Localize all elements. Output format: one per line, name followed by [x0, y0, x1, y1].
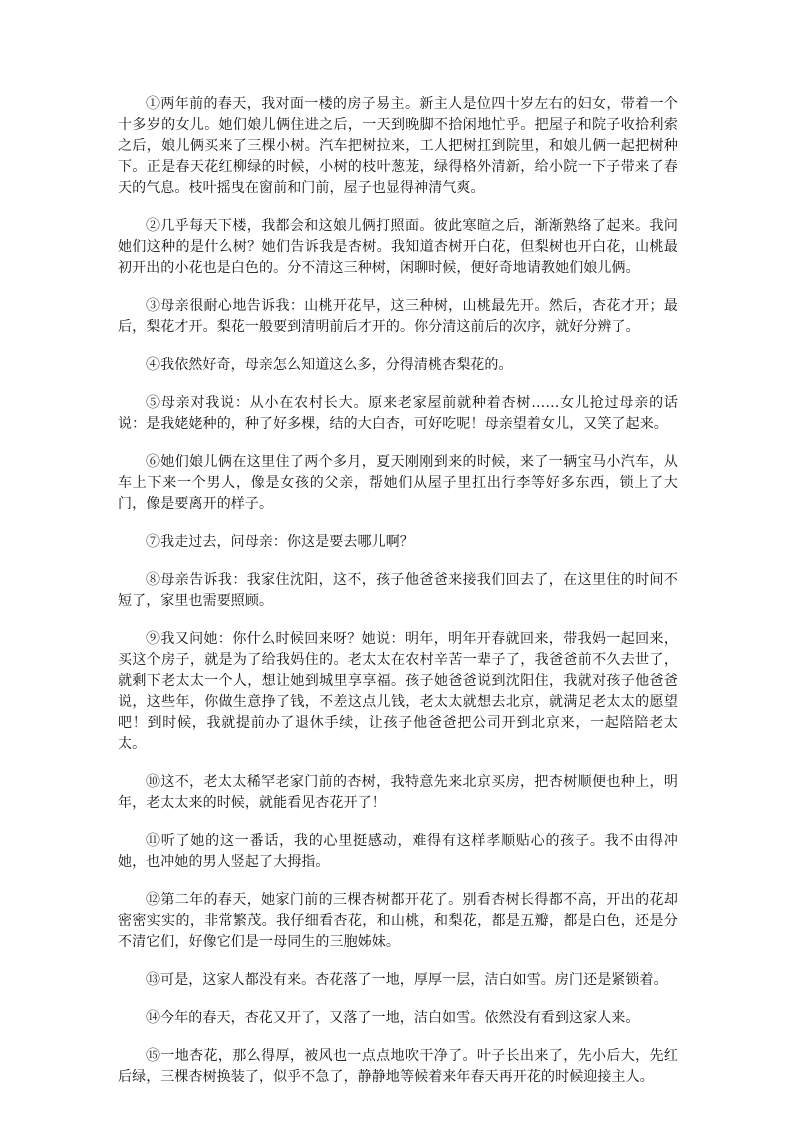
paragraph-3: ③母亲很耐心地告诉我：山桃开花早，这三种树，山桃最先开。然后，杏花才开；最后，梨花才开。梨花一般要到清明前后才开的。你分清这前后的次序，就好分辨了。 [118, 298, 678, 335]
paragraph-15: ⑮一地杏花，那么得厚，被风也一点点地吹干净了。叶子长出来了，先小后大，先红后绿，三棵杏树换装了，似乎不急了，静静地等候着来年春天再开花的时候迎接主人。 [118, 1048, 678, 1085]
paragraph-2: ②几乎每天下楼，我都会和这娘儿俩打照面。彼此寒暄之后，渐渐熟络了起来。我问她们这种的是什么树？她们告诉我是杏树。我知道杏树开白花，但梨树也开白花，山桃最初开出的小花也是白色的。分不清这三种树，闲聊时候，便好奇地请教她们娘儿俩。 [118, 218, 678, 276]
paragraph-10: ⑩这不，老太太稀罕老家门前的杏树，我特意先来北京买房，把杏树顺便也种上，明年，老太太来的时候，就能看见杏花开了！ [118, 774, 678, 811]
paragraph-7: ⑦我走过去，问母亲：你这是要去哪儿啊？ [146, 534, 414, 550]
paragraph-11: ⑪听了她的这一番话，我的心里挺感动，难得有这样孝顺贴心的孩子。我不由得冲她，也冲她的男人竖起了大拇指。 [118, 833, 678, 870]
paragraph-5: ⑤母亲对我说：从小在农村长大。原来老家屋前就种着杏树……女儿抢过母亲的话说：是我姥姥种的，种了好多棵，结的大白杏，可好吃呢！母亲望着女儿，又笑了起来。 [118, 395, 678, 432]
paragraph-13: ⑬可是，这家人都没有来。杏花落了一地，厚厚一层，洁白如雪。房门还是紧锁着。 [146, 972, 668, 988]
paragraph-1: ①两年前的春天，我对面一楼的房子易主。新主人是位四十岁左右的妇女，带着一个十多岁的女儿。她们娘儿俩住进之后，一天到晚脚不拾闲地忙乎。把屋子和院子收拾利索之后，娘儿俩买来了三棵小树。汽车把树拉来，工人把树扛到院里，和娘儿俩一起把树种下。正是春天花红柳绿的时候，小树的枝叶葱茏，绿得格外清新，给小院一下子带来了春天的气息。枝叶摇曳在窗前和门前，屋子也显得神清气爽。 [118, 96, 678, 196]
article-body [118, 94, 678, 1105]
paragraph-4: ④我依然好奇，母亲怎么知道这么多，分得清桃杏梨花的。 [146, 357, 513, 373]
paragraph-9: ⑨我又问她：你什么时候回来呀？她说：明年，明年开春就回来，带我妈一起回来，买这个房子，就是为了给我妈住的。老太太在农村辛苦一辈子了，我爸爸前不久去世了，就剩下老太太一个人，想让她到城里享享福。孩子她爸爸说到沈阳住，我就对孩子他爸爸说，这些年，你做生意挣了钱，不差这点儿钱，老太太就想去北京，就满足老太太的愿望吧！到时候，我就提前办了退休手续，让孩子他爸爸把公司开到北京来，一起陪陪老太太。 [118, 631, 678, 752]
paragraph-8: ⑧母亲告诉我：我家住沈阳，这不，孩子他爸爸来接我们回去了，在这里住的时间不短了，家里也需要照顾。 [118, 572, 678, 609]
paragraph-14: ⑭今年的春天，杏花又开了，又落了一地，洁白如雪。依然没有看到这家人来。 [146, 1010, 640, 1026]
paragraph-12: ⑫第二年的春天，她家门前的三棵杏树都开花了。别看杏树长得都不高，开出的花却密密实实的，非常繁茂。我仔细看杏花，和山桃，和梨花，都是五瓣，都是白色，还是分不清它们，好像它们是一母同生的三胞姊妹。 [118, 892, 678, 950]
paragraph-6: ⑥她们娘儿俩在这里住了两个多月，夏天刚刚到来的时候，来了一辆宝马小汽车，从车上下来一个男人，像是女孩的父亲，帮她们从屋子里扛出行李等好多东西，锁上了大门，像是要离开的样子。 [118, 454, 678, 512]
